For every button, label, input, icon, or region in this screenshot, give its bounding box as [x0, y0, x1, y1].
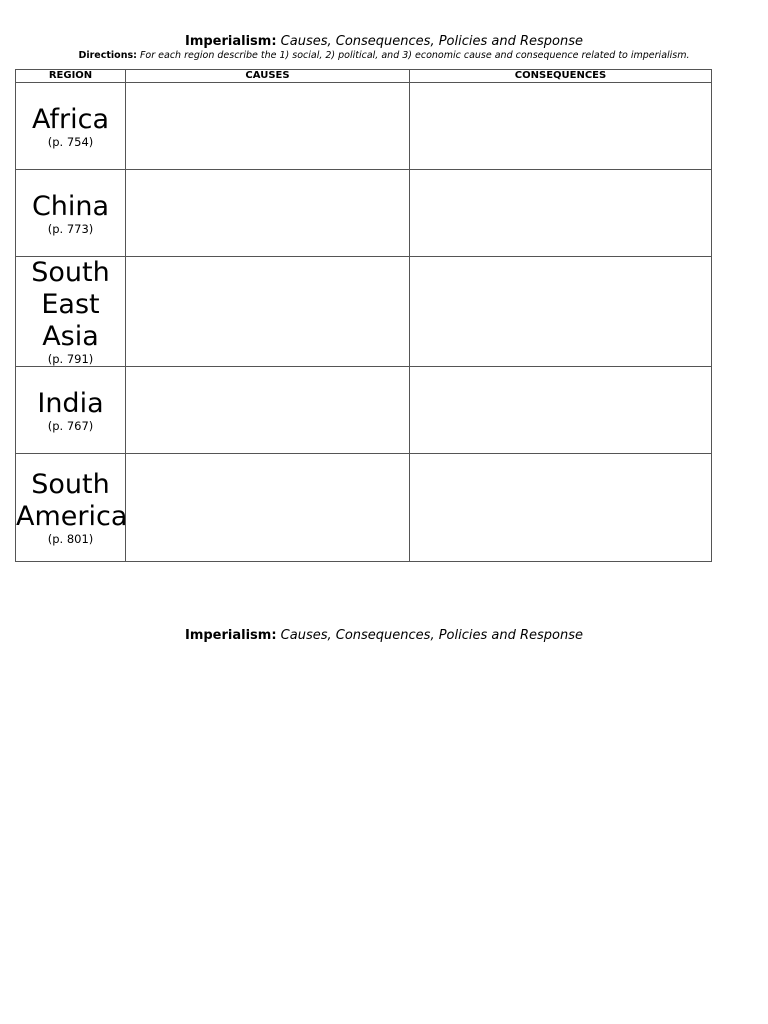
header-causes: CAUSES	[126, 70, 410, 83]
consequences-cell[interactable]	[410, 257, 712, 367]
consequences-cell[interactable]	[410, 367, 712, 454]
region-name: Africa	[31, 103, 109, 135]
region-name: India	[37, 387, 104, 419]
region-cell	[16, 367, 126, 454]
consequences-cell[interactable]	[410, 170, 712, 257]
table-row-south-america	[16, 454, 712, 562]
causes-cell[interactable]	[126, 170, 410, 257]
table-row-india	[16, 367, 712, 454]
region-page: (p. 791)	[47, 352, 94, 366]
second-page-title	[0, 628, 768, 644]
title-bold: Imperialism:	[184, 34, 277, 49]
region-name: South East Asia	[31, 257, 110, 352]
table-header-row	[16, 70, 712, 83]
title-italic: Causes, Consequences, Policies and Response	[280, 628, 584, 643]
header-consequences: CONSEQUENCES	[410, 70, 712, 83]
directions	[0, 49, 768, 62]
region-cell	[16, 83, 126, 170]
region-cell	[16, 170, 126, 257]
region-page: (p. 754)	[47, 134, 94, 149]
table-row-africa	[16, 83, 712, 170]
header-region: REGION	[16, 70, 126, 83]
title-italic: Causes, Consequences, Policies and Response	[280, 34, 584, 49]
imperialism-table	[15, 69, 712, 562]
causes-cell[interactable]	[126, 454, 410, 562]
table-row-china	[16, 170, 712, 257]
page-title	[0, 34, 768, 50]
directions-text: For each region describe the 1) social, 2) political, and 3) economic cause and consequence related to imperialism.	[139, 50, 690, 61]
region-name: South America	[16, 469, 128, 532]
region-page: (p. 767)	[47, 418, 94, 433]
causes-cell[interactable]	[126, 83, 410, 170]
region-page: (p. 773)	[47, 221, 94, 236]
region-name: China	[31, 190, 110, 222]
consequences-cell[interactable]	[410, 454, 712, 562]
title-bold: Imperialism:	[184, 628, 277, 643]
region-cell	[16, 454, 126, 562]
table-row-south-east-asia	[16, 257, 712, 367]
consequences-cell[interactable]	[410, 83, 712, 170]
causes-cell[interactable]	[126, 257, 410, 367]
directions-label: Directions:	[78, 50, 137, 61]
causes-cell[interactable]	[126, 367, 410, 454]
region-cell	[16, 257, 126, 367]
region-page: (p. 801)	[47, 532, 94, 546]
